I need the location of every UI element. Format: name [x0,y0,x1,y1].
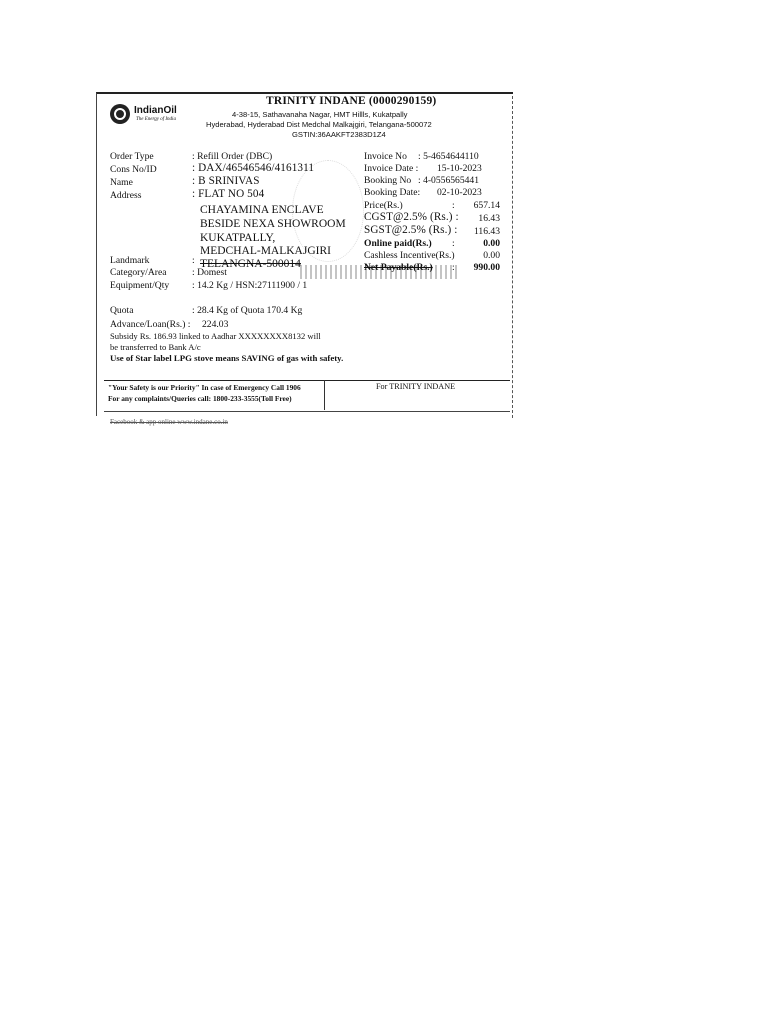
advance-label: Advance/Loan(Rs.) : [110,319,191,330]
price-colon: : [452,200,455,211]
address-line-6: TELANGNA-500014 [200,258,301,270]
landmark-value: : [192,255,195,266]
order-type-value: : Refill Order (DBC) [192,151,273,162]
landmark-label: Landmark [110,255,150,266]
quota-value: : 28.4 Kg of Quota 170.4 Kg [192,305,303,316]
sgst-value: 116.43 [473,226,500,237]
equipment-label: Equipment/Qty [110,280,170,291]
net-payable-label: Net Payable(Rs.) [364,262,433,273]
cons-value: : DAX/46546546/4161311 [192,162,315,174]
booking-date-label: Booking Date: [364,187,421,198]
distributor-title: TRINITY INDANE (0000290159) [266,95,437,107]
booking-no-label: Booking No [364,175,412,186]
safety-line: Use of Star label LPG stove means SAVING of gas with safety. [110,353,344,363]
name-label: Name [110,177,133,188]
booking-date-value: 02-10-2023 [437,187,482,198]
header-address-line1: 4-38-15, Sathavanaha Nagar, HMT Hillls, Kukatpally [232,110,408,119]
invoice-no-value: : 5-4654644110 [418,151,479,162]
logo-tagline: The Energy of India [136,117,176,122]
quota-label: Quota [110,305,134,316]
receipt-right-edge [508,96,513,418]
subsidy-line-2: be transferred to Bank A/c [110,342,201,352]
net-payable-value: 990.00 [473,262,500,273]
cashless-incentive-value: 0.00 [483,250,500,261]
footer-emergency-line: "Your Safety is our Priority" In case of Emergency Call 1906 [108,383,301,392]
invoice-date-label: Invoice Date : [364,163,419,174]
header-address-line2: Hyderabad, Hyderabad Dist Medchal Malkajgiri, Telangana-500072 [206,120,432,129]
address-line-4: KUKATPALLY, [200,232,276,244]
net-payable-colon: : [452,262,455,273]
booking-no-value: : 4-0556565441 [418,175,480,186]
address-line-2: CHAYAMINA ENCLAVE [200,204,324,216]
online-paid-label: Online paid(Rs.) [364,238,432,249]
indianoil-logo [110,104,220,130]
cgst-value: 16.43 [478,213,500,224]
cashless-incentive-label: Cashless Incentive(Rs.) [364,250,455,261]
address-line-5: MEDCHAL-MALKAJGIRI [200,245,331,257]
online-paid-colon: : [452,238,455,249]
address-line-1: : FLAT NO 504 [192,188,265,200]
footer-complaints-line: For any complaints/Queries call: 1800-233-3555(Toll Free) [108,394,292,403]
logo-name: IndianOil [134,105,177,116]
footer-divider [324,380,325,410]
cons-label: Cons No/ID [110,164,157,175]
indianoil-emblem-icon [110,104,130,124]
invoice-no-label: Invoice No [364,151,407,162]
address-label: Address [110,190,142,201]
address-line-3: BESIDE NEXA SHOWROOM [200,218,346,230]
equipment-value: : 14.2 Kg / HSN:27111900 / 1 [192,280,308,291]
footer-signatory: For TRINITY INDANE [376,382,456,391]
header-gstin: GSTIN:36AAKFT2383D1Z4 [292,130,386,139]
advance-value: 224.03 [202,319,229,330]
price-label: Price(Rs.) [364,200,403,211]
cgst-label: CGST@2.5% (Rs.) : [364,211,459,223]
order-type-label: Order Type [110,151,154,162]
category-label: Category/Area [110,267,167,278]
online-paid-value: 0.00 [483,238,500,249]
invoice-date-value: 15-10-2023 [437,163,482,174]
name-value: : B SRINIVAS [192,175,260,187]
footer-website-line: Facebook & app online www.indane.co.in [110,418,228,426]
sgst-label: SGST@2.5% (Rs.) : [364,224,458,236]
price-value: 657.14 [473,200,500,211]
subsidy-line-1: Subsidy Rs. 186.93 linked to Aadhar XXXXXXXX8132 will [110,331,321,341]
category-value: : Domest [192,267,227,278]
